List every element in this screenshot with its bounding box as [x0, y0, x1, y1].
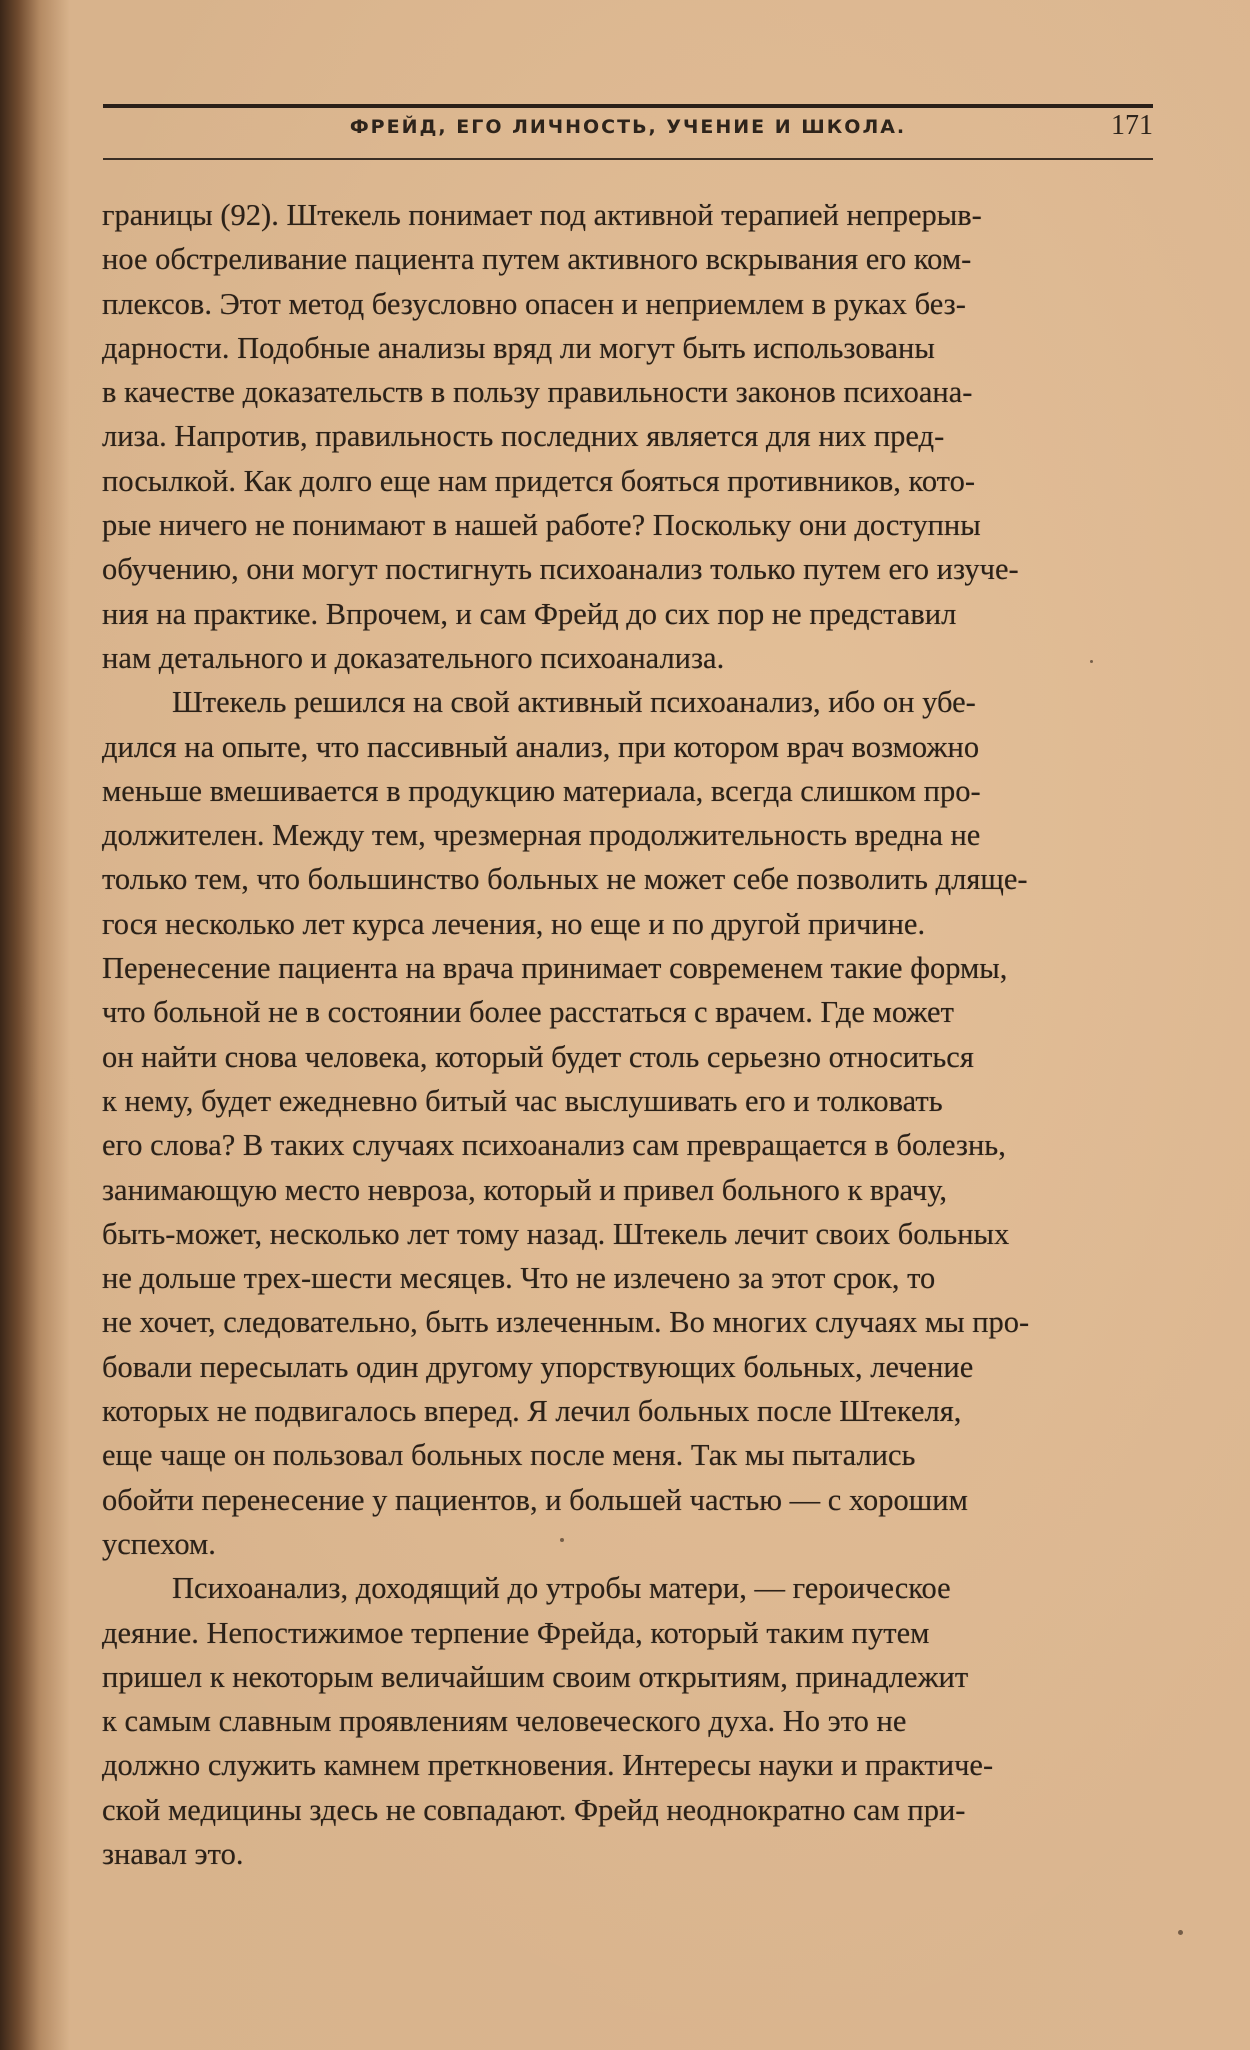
- paragraph: [102, 680, 1172, 1566]
- header-top-rule: [103, 104, 1153, 108]
- paragraph-text: границы (92). Штекель понимает под активной терапией непрерыв- ное обстреливание пациента путем активного вскрывания его ком- плексов. Этот метод безусловно опасен и неприемлем в руках без- дарности. Подобные анализы вряд ли могут быть использованы в качестве доказательств в пользу правильности законов психоана- лиза. Напротив, правильность последних является для них пред- посылкой. Как долго еще нам придется бояться противников, кото- рые ничего не понимают в нашей работе? Поскольку они доступны обучению, они могут постигнуть психоанализ только путем его изуче- ния на практике. Впрочем, и сам Фрейд до сих пор не представил нам детального и доказательного психоанализа.: [102, 198, 1019, 675]
- paragraph-text: Психоанализ, доходящий до утробы матери, — героическое деяние. Непостижимое терпение Фрейда, который таким путем пришел к некоторым величайшим своим открытиям, принадлежит к самым славным проявлениям человеческого духа. Но это не должно служить камнем преткновения. Интересы науки и практиче- ской медицины здесь не совпадают. Фрейд неоднократно сам при- знавал это.: [102, 1571, 994, 1871]
- paper-speck: [1090, 660, 1093, 663]
- paragraph: [102, 193, 1172, 680]
- paper-speck: [560, 1538, 564, 1542]
- running-head: ФРЕЙД, ЕГО ЛИЧНОСТЬ, УЧЕНИЕ И ШКОЛА.: [349, 116, 907, 138]
- paper-speck: [1178, 1930, 1183, 1935]
- paragraph-text: Штекель решился на свой активный психоанализ, ибо он убе- дился на опыте, что пассивный анализ, при котором врач возможно меньше вмешивается в продукцию материала, всегда слишком про- должителен. Между тем, чрезмерная продолжительность вредна не только тем, что большинство больных не может себе позволить длящe- гося несколько лет курса лечения, но еще и по другой причине. Перенесение пациента на врача принимает современем такие формы, что больной не в состоянии более расстаться с врачем. Где может он найти снова человека, который будет столь серьезно относиться к нему, будет ежедневно битый час выслушивать его и толковать его слова? В таких случаях психоанализ сам превращается в болезнь, занимающую место невроза, который и привел больного к врачу, быть-может, несколько лет тому назад. Штекель лечит своих больных не дольше трех-шести месяцев. Что не излечено за этот срок, то не хочет, следовательно, быть излеченным. Во многих случаях мы про- бовали пересылать один другому упорствующих больных, лечение которых не подвигалось вперед. Я лечил больных после Штекеля, еще чаще он пользовал больных после меня. Так мы пытались обойти перенесение у пациентов, и большей частью — с хорошим успехом.: [102, 685, 1030, 1561]
- page-number: 171: [1111, 110, 1153, 141]
- body-text: [102, 193, 1172, 1876]
- header-bottom-rule: [103, 158, 1153, 160]
- paragraph: [102, 1566, 1172, 1876]
